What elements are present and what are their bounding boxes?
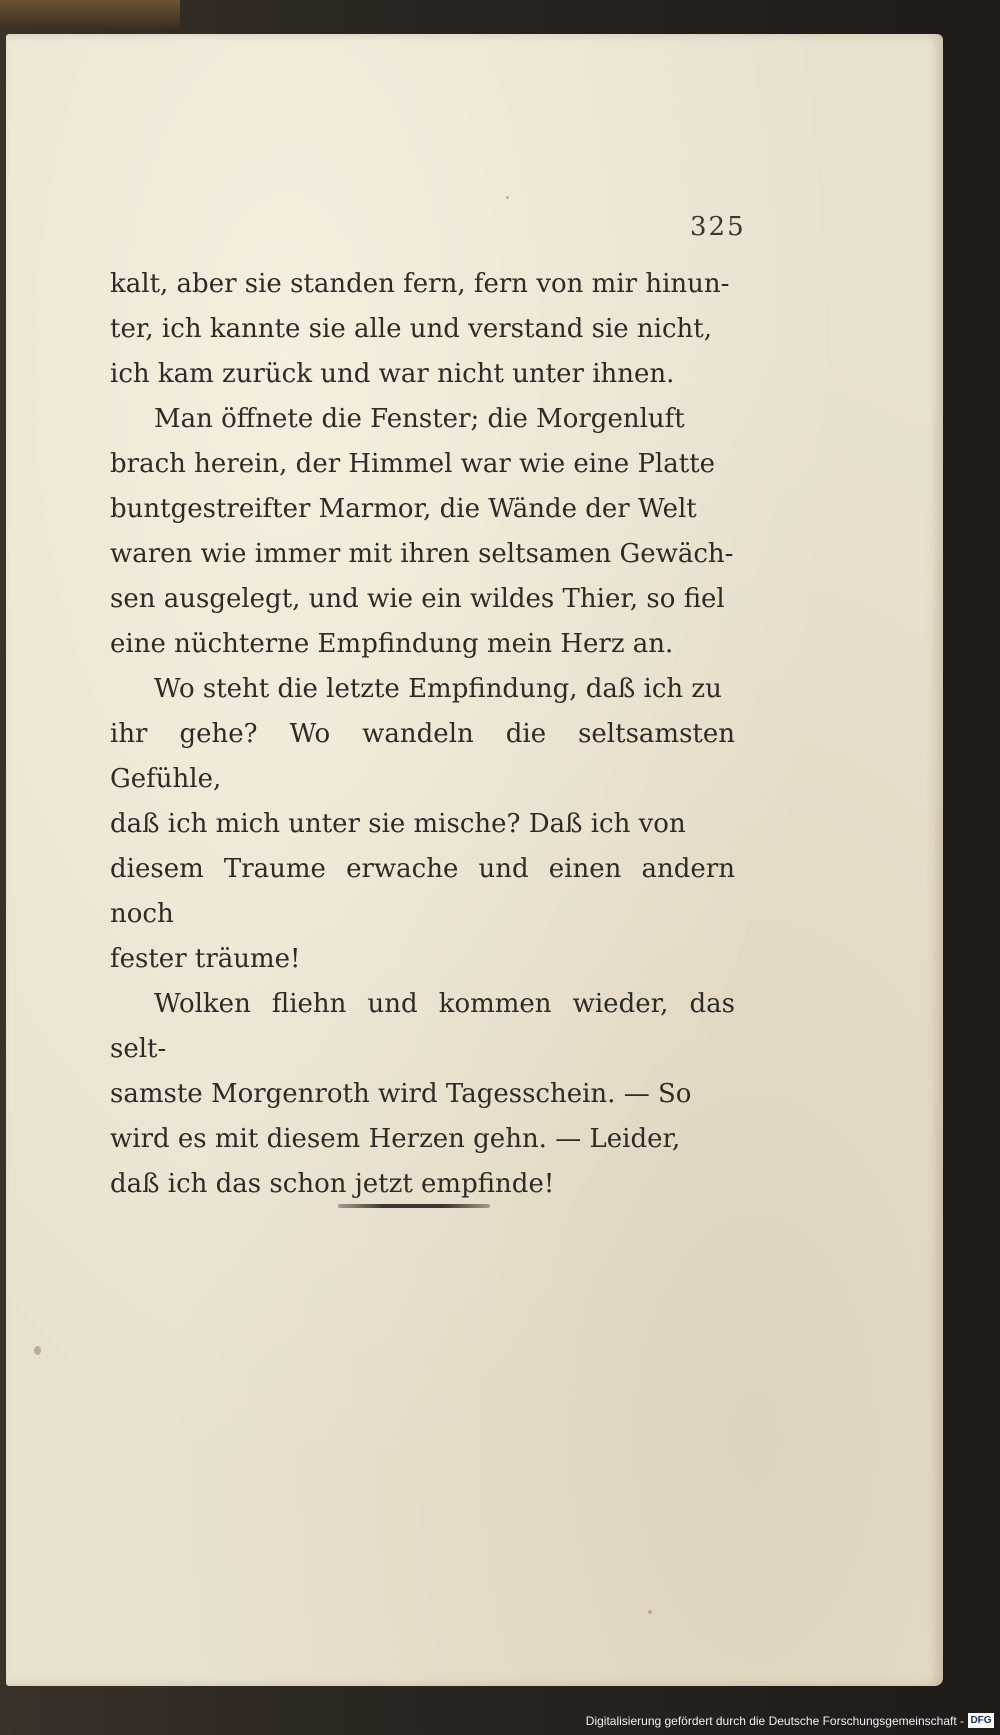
- dfg-logo: DFG: [968, 1713, 994, 1728]
- funding-credit: Digitalisierung gefördert durch die Deutsche Forschungsgemeinschaft -: [585, 1714, 964, 1728]
- text-line: kalt, aber sie standen fern, fern von mir hinun-: [110, 269, 730, 299]
- text-line: buntgestreifter Marmor, die Wände der Welt: [110, 494, 697, 524]
- text-line: wird es mit diesem Herzen gehn. — Leider,: [110, 1124, 681, 1154]
- text-line: waren wie immer mit ihren seltsamen Gewäch-: [110, 539, 734, 569]
- paper-spot: [648, 1610, 652, 1614]
- text-line: ter, ich kannte sie alle und verstand sie nicht,: [110, 314, 712, 344]
- binding-edge: [0, 0, 180, 28]
- text-line: fester träume!: [110, 944, 301, 974]
- text-line: ihr gehe? Wo wandeln die seltsamsten Gefühle,: [110, 719, 735, 794]
- text-line: samste Morgenroth wird Tagesschein. — So: [110, 1079, 692, 1109]
- text-line: Man öffnete die Fenster; die Morgenluft: [154, 404, 685, 434]
- text-line: daß ich mich unter sie mische? Daß ich von: [110, 809, 686, 839]
- text-line: Wo steht die letzte Empfindung, daß ich zu: [154, 674, 722, 704]
- paragraph: [110, 397, 735, 667]
- page-number: 325: [690, 212, 746, 242]
- paper-spot: [34, 1346, 41, 1355]
- text-line: diesem Traume erwache und einen andern noch: [110, 854, 735, 929]
- text-line: Wolken fliehn und kommen wieder, das selt-: [110, 989, 735, 1064]
- paragraph: [110, 982, 735, 1207]
- end-rule: [338, 1204, 490, 1208]
- paragraph: [110, 262, 735, 397]
- body-text: [110, 262, 735, 1207]
- text-line: daß ich das schon jetzt empfinde!: [110, 1169, 555, 1199]
- text-line: brach herein, der Himmel war wie eine Platte: [110, 449, 716, 479]
- text-line: sen ausgelegt, und wie ein wildes Thier, so fiel: [110, 584, 725, 614]
- paper-spot: [506, 196, 509, 199]
- paragraph: [110, 667, 735, 982]
- text-line: ich kam zurück und war nicht unter ihnen.: [110, 359, 675, 389]
- text-line: eine nüchterne Empfindung mein Herz an.: [110, 629, 674, 659]
